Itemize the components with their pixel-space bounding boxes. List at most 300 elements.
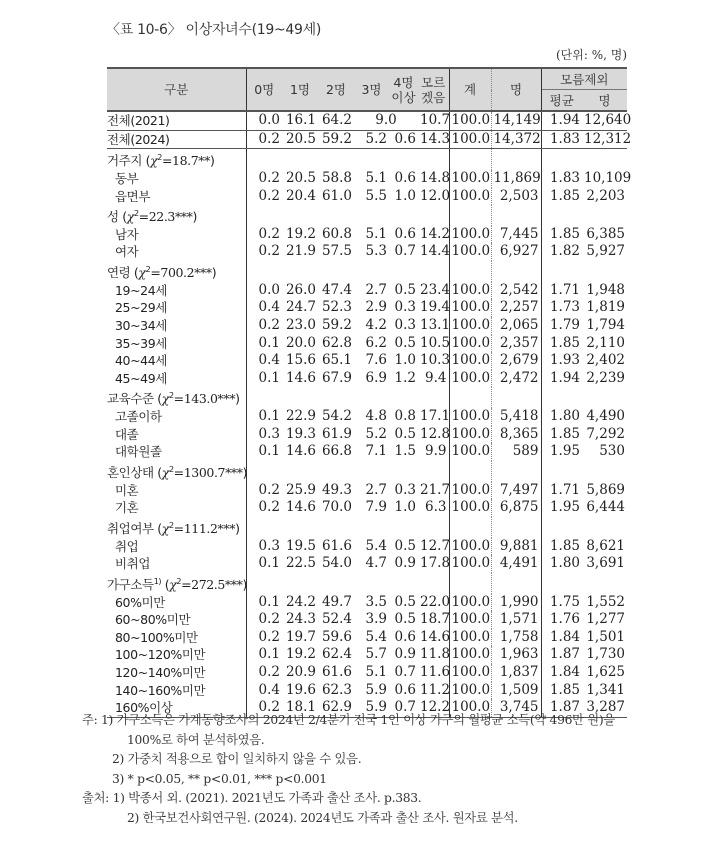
cell-value: 1,963 [491, 646, 541, 664]
cell-value: 100.0 [449, 611, 491, 629]
header-total: 계 [449, 68, 491, 111]
cell-value: 1.84 [541, 664, 582, 682]
cell-value: 11.8 [420, 646, 451, 663]
cell-value: 23.0 [285, 317, 316, 333]
cell-value: 66.8 [321, 443, 352, 460]
row-label: 60~80%미만 [115, 612, 191, 628]
cell-value: 0.3 [394, 481, 416, 498]
cell-value: 65.1 [321, 352, 352, 369]
table-row [107, 170, 627, 188]
group-header-row [107, 573, 627, 594]
table-row [107, 226, 627, 244]
table-row [107, 335, 627, 353]
cell-value: 1.71 [541, 482, 582, 500]
header-3: 3명 [354, 68, 389, 111]
cell-value: 0.9 [394, 646, 416, 663]
cell-value: 61.6 [321, 663, 352, 680]
row-label: 40~44세 [115, 353, 167, 369]
cell-value: 1,341 [586, 681, 625, 698]
table-row [107, 282, 627, 300]
cell-value: 6,927 [491, 243, 541, 261]
cell-value: 589 [491, 443, 541, 461]
cell-value: 18.1 [282, 699, 318, 717]
cell-value: 15.6 [285, 352, 316, 369]
cell-value: 7.1 [365, 443, 387, 460]
cell-value: 1,509 [491, 682, 541, 700]
cell-value: 0.2 [246, 170, 282, 188]
cell-value: 10.3 [420, 352, 451, 369]
cell-value: 0.2 [246, 188, 282, 206]
table-row [107, 499, 627, 517]
cell-value: 100.0 [449, 170, 491, 188]
cell-value: 5.1 [365, 225, 387, 242]
cell-value: 100.0 [449, 243, 491, 261]
cell-value: 21.7 [420, 481, 451, 498]
table-row [107, 317, 627, 335]
cell-value: 14.6 [285, 369, 316, 386]
cell-value: 19.3 [285, 425, 316, 442]
cell-value: 5.9 [365, 681, 387, 698]
cell-value: 1.94 [541, 370, 582, 388]
row-label: 고졸이하 [115, 409, 162, 425]
cell-value: 1.84 [541, 629, 582, 647]
row-label: 160%이상 [107, 699, 246, 717]
cell-value: 19.5 [285, 537, 316, 554]
header-1: 1명 [282, 68, 318, 111]
cell-value: 0.3 [394, 317, 416, 333]
cell-value: 5.4 [365, 537, 387, 554]
table-row [107, 426, 627, 444]
cell-value: 1,277 [586, 611, 625, 628]
table-row [107, 352, 627, 370]
cell-value: 1.85 [541, 426, 582, 444]
table-row [107, 443, 627, 461]
cell-value: 0.1 [246, 594, 282, 612]
cell-value: 0.7 [394, 663, 416, 680]
cell-value: 8,365 [491, 426, 541, 444]
cell-value: 5.9 [354, 699, 389, 717]
cell-value: 62.3 [321, 681, 352, 698]
cell-value: 60.8 [321, 225, 352, 242]
cell-value: 2,110 [586, 334, 625, 351]
cell-value: 3,287 [582, 699, 627, 717]
cell-value: 0.3 [246, 426, 282, 444]
cell-value: 100.0 [449, 699, 491, 717]
cell-value: 3,745 [491, 699, 541, 717]
cell-value: 1.5 [394, 443, 416, 460]
cell-value: 7,445 [491, 226, 541, 244]
row-label: 100~120%미만 [115, 647, 206, 663]
cell-value: 24.7 [285, 299, 316, 316]
cell-value: 100.0 [449, 555, 491, 573]
cell-value: 1.85 [541, 335, 582, 353]
cell-value: 12.8 [420, 425, 451, 442]
cell-value: 24.3 [285, 611, 316, 628]
cell-value: 1.80 [541, 555, 582, 573]
cell-value: 1,758 [491, 629, 541, 647]
cell-value: 62.4 [321, 646, 352, 663]
header-2: 2명 [318, 68, 354, 111]
cell-value: 0.5 [394, 334, 416, 351]
cell-value: 0.4 [246, 682, 282, 700]
cell-value: 100.0 [449, 443, 491, 461]
cell-value: 3.5 [365, 593, 387, 610]
group-label: 혼인상태 $(\chi^2=1300.7***)$ [107, 464, 248, 481]
notes [82, 711, 615, 828]
cell-value: 0.1 [246, 335, 282, 353]
cell-value: 1,571 [491, 611, 541, 629]
cell-value: 19.6 [285, 681, 316, 698]
row-label: 기혼 [115, 500, 139, 516]
cell-value: 54.0 [321, 555, 352, 572]
row-label: 취업 [115, 538, 139, 554]
cell-value: 12.0 [420, 187, 451, 204]
cell-value: 0.2 [246, 482, 282, 500]
header-4plus: 4명 이상 [389, 68, 418, 111]
row-label: 대학원졸 [115, 444, 162, 460]
cell-value: 47.4 [321, 281, 352, 298]
cell-value: 0.3 [246, 538, 282, 556]
cell-value: 2.7 [365, 481, 387, 498]
row-label: 미혼 [115, 482, 139, 498]
cell-value: 0.8 [394, 408, 416, 425]
cell-value: 3.9 [365, 611, 387, 628]
cell-value: 0.5 [394, 281, 416, 298]
cell-value: 1,948 [586, 281, 625, 298]
cell-value: 0.4 [246, 352, 282, 370]
cell-value: 1.87 [541, 646, 582, 664]
table-row [107, 555, 627, 573]
cell-value: 2,357 [491, 335, 541, 353]
cell-value: 22.0 [420, 593, 451, 610]
cell-value: 1.82 [541, 243, 582, 261]
cell-value: 12.2 [418, 699, 449, 717]
cell-value: 8,621 [586, 537, 625, 554]
cell-value: 4,491 [491, 555, 541, 573]
group-label: 연령 $(\chi^2=700.2***)$ [107, 265, 217, 281]
cell-value: 1.85 [541, 226, 582, 244]
cell-value: 100.0 [449, 408, 491, 426]
cell-value: 11.2 [420, 681, 451, 698]
cell-value: 1,990 [491, 594, 541, 612]
table-row [107, 188, 627, 206]
cell-value: 57.5 [321, 243, 352, 260]
row-label: 동부 [115, 170, 139, 186]
cell-value: 61.6 [321, 537, 352, 554]
cell-value: 1.76 [541, 611, 582, 629]
cell-value: 0.6 [394, 169, 416, 186]
cell-value: 19.2 [285, 225, 316, 242]
cell-value: 18.7 [420, 611, 451, 628]
table-row [107, 370, 627, 388]
cell-value: 0.1 [246, 646, 282, 664]
cell-value: 100.0 [449, 352, 491, 370]
cell-value: 1,837 [491, 664, 541, 682]
table-row [107, 646, 627, 664]
cell-value: 1.95 [541, 443, 582, 461]
cell-value: 0.0 [246, 282, 282, 300]
cell-value: 100.0 [449, 646, 491, 664]
cell-value: 0.6 [394, 628, 416, 645]
cell-value: 100.0 [449, 499, 491, 517]
cell-value: 22.5 [285, 555, 316, 572]
cell-value: 0.1 [246, 443, 282, 461]
cell-value: 0.3 [394, 299, 416, 316]
row-label: 대졸 [115, 426, 139, 442]
cell-value: 2.7 [365, 281, 387, 298]
cell-value: 20.0 [285, 334, 316, 351]
cell-value: 5.4 [365, 628, 387, 645]
cell-value: 59.6 [321, 628, 352, 645]
cell-value: 100.0 [449, 682, 491, 700]
cell-value: 100.0 [449, 594, 491, 612]
header-0: 0명 [246, 68, 282, 111]
cell-value: 62.9 [318, 699, 354, 717]
row-label: 25~29세 [115, 300, 167, 316]
table-row [107, 408, 627, 426]
cell-value: 1.0 [394, 499, 416, 516]
table-row [107, 538, 627, 556]
cell-value: 5,418 [491, 408, 541, 426]
cell-value: 21.9 [285, 243, 316, 260]
cell-value: 4.7 [365, 555, 387, 572]
cell-value: 100.0 [449, 188, 491, 206]
cell-value: 1.0 [394, 187, 416, 204]
row-label: 읍면부 [115, 188, 151, 204]
cell-value: 9.9 [425, 443, 447, 460]
row-label: 19~24세 [115, 282, 167, 298]
note-1-cont: 100%로 하여 분석하였음. [127, 732, 265, 747]
cell-value: 0.4 [246, 299, 282, 317]
header-excl-n: 명 [582, 90, 627, 112]
cell-value: 2,257 [491, 299, 541, 317]
cell-value: 1.95 [541, 499, 582, 517]
table-row [107, 594, 627, 612]
cell-value: 100.0 [449, 335, 491, 353]
cell-value: 0.1 [246, 555, 282, 573]
cell-value: 1.80 [541, 408, 582, 426]
cell-value: 2,542 [491, 282, 541, 300]
cell-value: 20.9 [285, 663, 316, 680]
group-header-row [107, 461, 627, 482]
row-label: 140~160%미만 [115, 682, 206, 698]
cell-value: 1.83 [541, 170, 582, 188]
cell-value: 6,444 [586, 499, 625, 516]
cell-value: 0.7 [389, 699, 418, 717]
cell-value: 19.7 [285, 628, 316, 645]
row-label: 120~140%미만 [115, 664, 206, 680]
cell-value: 4.2 [365, 317, 387, 333]
row-label: 여자 [115, 244, 139, 260]
cell-value: 59.2 [321, 317, 352, 333]
cell-value: 0.5 [394, 593, 416, 610]
cell-value: 5,927 [586, 243, 625, 260]
cell-value: 0.2 [246, 317, 282, 335]
cell-value: 0.5 [394, 425, 416, 442]
cell-value: 0.2 [246, 664, 282, 682]
table-row [107, 629, 627, 647]
group-label: 교육수준 $(\chi^2=143.0***)$ [107, 391, 240, 407]
cell-value: 5,869 [586, 481, 625, 498]
note-2: 2) 가중치 적용으로 합이 일치하지 않을 수 있음. [112, 752, 362, 766]
table-row-total-2021: 전체(2021) 0.0 16.1 64.2 9.0 10.7 100.0 14,149 1.94 12,640 [107, 111, 627, 130]
cell-value: 14.6 [285, 443, 316, 460]
note-3: 3) * p<0.05, ** p<0.01, *** p<0.001 [112, 771, 327, 786]
source-2: 2) 한국보건사회연구원. (2024). 2024년도 가족과 출산 조사. 원자료 분석. [127, 810, 518, 825]
row-label: 남자 [115, 226, 139, 242]
cell-value: 70.0 [321, 499, 352, 516]
cell-value: 10,109 [584, 169, 632, 186]
cell-value: 58.8 [321, 169, 352, 186]
cell-value: 61.0 [321, 187, 352, 204]
cell-value: 22.9 [285, 408, 316, 425]
table-row [107, 611, 627, 629]
cell-value: 14.4 [420, 243, 451, 260]
group-header-row [107, 387, 627, 408]
cell-value: 14.8 [420, 169, 451, 186]
cell-value: 26.0 [285, 281, 316, 298]
cell-value: 5.2 [365, 425, 387, 442]
cell-value: 25.9 [285, 481, 316, 498]
cell-value: 1.2 [394, 369, 416, 386]
cell-value: 9,881 [491, 538, 541, 556]
cell-value: 11.6 [420, 663, 451, 680]
row-label: 80~100%미만 [115, 629, 198, 645]
cell-value: 1,552 [586, 593, 625, 610]
cell-value: 7,292 [586, 425, 625, 442]
cell-value: 2,203 [586, 187, 625, 204]
group-label: 가구소득$^{1)}$ $(\chi^2=272.5***)$ [107, 576, 247, 592]
cell-value: 6.9 [365, 369, 387, 386]
header-label: 구분 [107, 68, 246, 111]
row-label: 비취업 [115, 556, 151, 572]
cell-value: 0.9 [394, 555, 416, 572]
cell-value: 54.2 [321, 408, 352, 425]
cell-value: 0.2 [246, 226, 282, 244]
table-row [107, 664, 627, 682]
cell-value: 6,385 [586, 225, 625, 242]
unit-label: (단위: %, 명) [555, 48, 627, 62]
header-excl-avg: 평균 [541, 90, 582, 112]
cell-value: 1.85 [541, 538, 582, 556]
cell-value: 100.0 [449, 538, 491, 556]
cell-value: 1.79 [541, 317, 582, 335]
cell-value: 100.0 [449, 282, 491, 300]
cell-value: 100.0 [449, 664, 491, 682]
cell-value: 3,691 [586, 555, 625, 572]
cell-value: 14.2 [420, 225, 451, 242]
cell-value: 49.3 [321, 481, 352, 498]
cell-value: 17.1 [420, 408, 451, 425]
cell-value: 2,065 [491, 317, 541, 335]
cell-value: 1,625 [586, 663, 625, 680]
source-1: 출처: 1) 박종서 외. (2021). 2021년도 가족과 출산 조사. p.383. [82, 791, 422, 805]
cell-value: 2,503 [491, 188, 541, 206]
cell-value: 4,490 [586, 408, 625, 425]
cell-value: 5.1 [365, 663, 387, 680]
cell-value: 7.6 [365, 352, 387, 369]
cell-value: 0.2 [246, 699, 282, 717]
cell-value: 100.0 [449, 629, 491, 647]
cell-value: 67.9 [321, 369, 352, 386]
cell-value: 1.93 [541, 352, 582, 370]
row-label: 30~34세 [115, 318, 167, 333]
cell-value: 1.75 [541, 594, 582, 612]
cell-value: 1.73 [541, 299, 582, 317]
group-label: 성 $(\chi^2=22.3***)$ [107, 209, 197, 225]
cell-value: 100.0 [449, 299, 491, 317]
table-row [107, 682, 627, 700]
row-label: 60%미만 [115, 594, 165, 610]
cell-value: 4.8 [365, 408, 387, 425]
cell-value: 0.2 [246, 243, 282, 261]
header-excl-group: 모름제외 [541, 68, 627, 90]
cell-value: 13.1 [420, 317, 451, 333]
cell-value: 5.3 [365, 243, 387, 260]
cell-value: 2,679 [491, 352, 541, 370]
table-row [107, 243, 627, 261]
cell-value: 100.0 [449, 426, 491, 444]
cell-value: 100.0 [449, 370, 491, 388]
cell-value: 5.1 [365, 169, 387, 186]
cell-value: 6.2 [365, 334, 387, 351]
header-n: 명 [491, 68, 541, 111]
table-title: 〈표 10-6〉 이상자녀수(19~49세) [106, 22, 322, 38]
cell-value: 14.6 [285, 499, 316, 516]
cell-value: 5.5 [365, 187, 387, 204]
cell-value: 0.2 [246, 499, 282, 517]
cell-value: 0.6 [394, 681, 416, 698]
cell-value: 1,501 [586, 628, 625, 645]
children-count-table [107, 67, 632, 718]
cell-value: 1.85 [541, 188, 582, 206]
cell-value: 17.8 [420, 555, 451, 572]
cell-value: 14.6 [420, 628, 451, 645]
cell-value: 19.2 [285, 646, 316, 663]
cell-value: 2,472 [491, 370, 541, 388]
cell-value: 11,869 [491, 170, 541, 188]
cell-value: 61.9 [321, 425, 352, 442]
cell-value: 7.9 [365, 499, 387, 516]
header-unknown: 모르 겠음 [418, 68, 449, 111]
cell-value: 0.5 [394, 537, 416, 554]
cell-value: 100.0 [449, 482, 491, 500]
cell-value: 23.4 [420, 281, 451, 298]
cell-value: 1.71 [541, 282, 582, 300]
group-label: 거주지 $(\chi^2=18.7**)$ [107, 153, 215, 169]
cell-value: 20.5 [285, 169, 316, 186]
cell-value: 10.5 [420, 334, 451, 351]
cell-value: 9.4 [425, 369, 447, 386]
cell-value: 1.0 [394, 352, 416, 369]
cell-value: 2,402 [586, 352, 625, 369]
group-header-row [107, 205, 627, 226]
cell-value: 1,730 [586, 646, 625, 663]
cell-value: 49.7 [321, 593, 352, 610]
cell-value: 1,819 [586, 299, 625, 316]
note-1: 주: 1) 가구소득은 가계동향조사의 2024년 2/4분기 전국 1인 이상 가구의 월평균 소득(약 496만 원)을 [82, 713, 615, 727]
cell-value: 52.4 [321, 611, 352, 628]
cell-value: 100.0 [449, 317, 491, 335]
cell-value: 0.7 [394, 243, 416, 260]
cell-value: 1.87 [541, 699, 582, 717]
cell-value: 0.2 [246, 629, 282, 647]
cell-value: 24.2 [285, 593, 316, 610]
cell-value: 0.1 [246, 370, 282, 388]
cell-value: 530 [599, 443, 625, 460]
cell-value: 6.3 [425, 499, 447, 516]
cell-value: 7,497 [491, 482, 541, 500]
